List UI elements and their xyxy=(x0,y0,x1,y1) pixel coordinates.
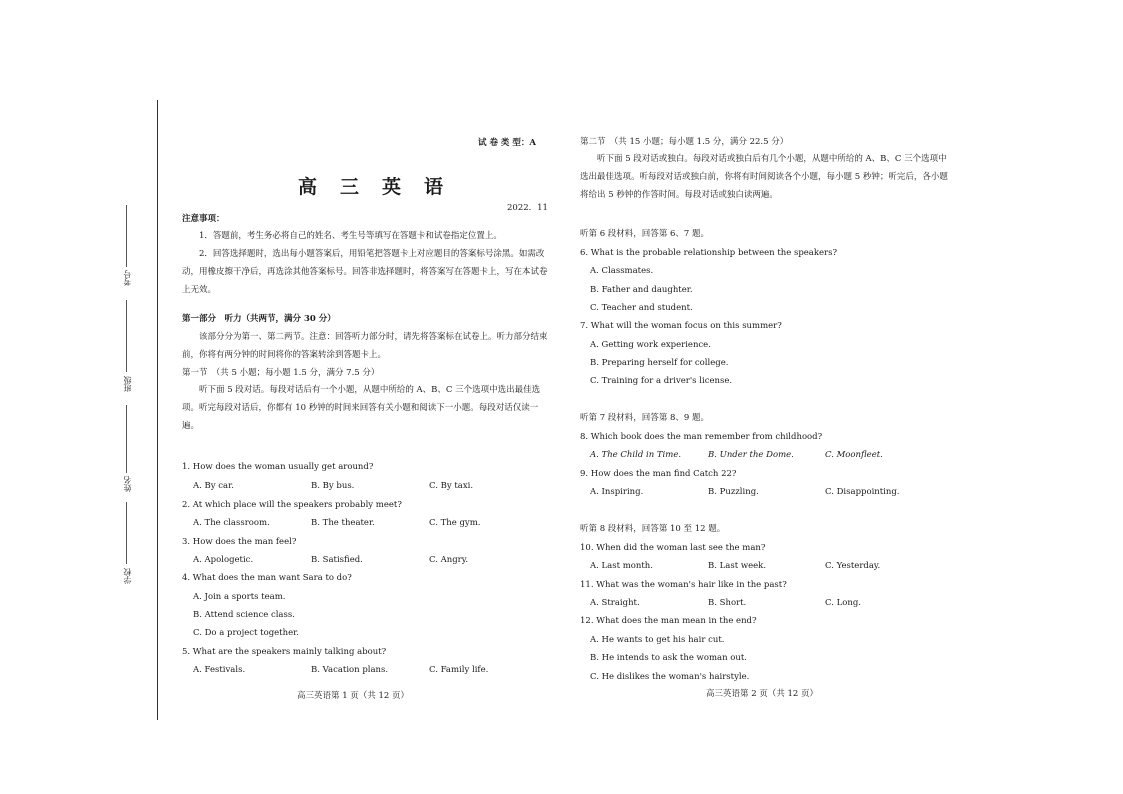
question-5: 5. What are the speakers mainly talking about? xyxy=(182,647,387,657)
binding-field-school: 学校 xyxy=(123,568,132,584)
option-9b[interactable]: B. Puzzling. xyxy=(708,487,759,497)
notes-item-2: 2．回答选择题时，选出每小题答案后，用铅笔把答题卡上对应题目的答案标号涂黑。如需改动，用橡皮擦干净后，再选涂其他答案标号。回答非选择题时，将答案写在答题卡上，写在本试卷上无效。 xyxy=(182,249,548,295)
binding-line xyxy=(157,100,158,720)
option-7a[interactable]: A. Getting work experience. xyxy=(590,340,711,350)
option-3c[interactable]: C. Angry. xyxy=(429,555,469,565)
school-blank[interactable] xyxy=(126,502,127,564)
option-10c[interactable]: C. Yesterday. xyxy=(825,561,881,571)
question-8: 8. Which book does the man remember from childhood? xyxy=(580,432,823,442)
question-4: 4. What does the man want Sara to do? xyxy=(182,573,352,583)
group-label-10-12: 听第 8 段材料，回答第 10 至 12 题。 xyxy=(580,524,726,534)
option-10a[interactable]: A. Last month. xyxy=(590,561,653,571)
option-2a[interactable]: A. The classroom. xyxy=(193,518,270,528)
option-8c[interactable]: C. Moonfleet. xyxy=(825,450,883,460)
option-6c[interactable]: C. Teacher and student. xyxy=(590,303,693,313)
option-11a[interactable]: A. Straight. xyxy=(590,598,640,608)
option-5a[interactable]: A. Festivals. xyxy=(193,665,246,675)
option-6b[interactable]: B. Father and daughter. xyxy=(590,285,693,295)
question-11: 11. What was the woman's hair like in the past? xyxy=(580,580,787,590)
option-5b[interactable]: B. Vacation plans. xyxy=(311,665,389,675)
option-5c[interactable]: C. Family life. xyxy=(429,665,489,675)
question-12: 12. What does the man mean in the end? xyxy=(580,616,757,626)
option-3a[interactable]: A. Apologetic. xyxy=(193,555,254,565)
option-1b[interactable]: B. By bus. xyxy=(311,481,355,491)
option-4a[interactable]: A. Join a sports team. xyxy=(193,592,286,602)
option-1c[interactable]: C. By taxi. xyxy=(429,481,474,491)
option-9a[interactable]: A. Inspiring. xyxy=(590,487,644,497)
name-blank[interactable] xyxy=(126,405,127,473)
option-8b[interactable]: B. Under the Dome. xyxy=(708,450,794,460)
option-7c[interactable]: C. Training for a driver's license. xyxy=(590,376,733,386)
option-12a[interactable]: A. He wants to get his hair cut. xyxy=(590,635,725,645)
option-4c[interactable]: C. Do a project together. xyxy=(193,628,299,638)
part1-heading: 第一部分 听力（共两节，满分 30 分） xyxy=(182,314,336,324)
paper-type: 试 卷 类 型：A xyxy=(478,138,536,148)
option-11b[interactable]: B. Short. xyxy=(708,598,747,608)
question-2: 2. At which place will the speakers probably meet? xyxy=(182,500,402,510)
option-3b[interactable]: B. Satisfied. xyxy=(311,555,363,565)
exam-date: 2022．11 xyxy=(507,203,548,213)
page-title: 高 三 英 语 xyxy=(298,176,446,198)
question-1: 1. How does the woman usually get around? xyxy=(182,462,374,472)
notes-heading: 注意事项： xyxy=(182,214,225,224)
group-label-6-7: 听第 6 段材料，回答第 6、7 题。 xyxy=(580,229,710,239)
option-12b[interactable]: B. He intends to ask the woman out. xyxy=(590,653,747,663)
option-11c[interactable]: C. Long. xyxy=(825,598,861,608)
class-blank[interactable] xyxy=(126,300,127,372)
section1-heading: 第一节 （共 5 小题；每小题 1.5 分，满分 7.5 分） xyxy=(182,368,380,378)
option-8a[interactable]: A. The Child in Time. xyxy=(590,450,682,460)
footer-page-2: 高三英语第 2 页（共 12 页） xyxy=(706,689,819,699)
option-9c[interactable]: C. Disappointing. xyxy=(825,487,900,497)
binding-field-class: 班级 xyxy=(123,376,132,392)
option-1a[interactable]: A. By car. xyxy=(193,481,234,491)
option-2c[interactable]: C. The gym. xyxy=(429,518,481,528)
question-3: 3. How does the man feel? xyxy=(182,537,297,547)
section1-intro: 听下面 5 段对话。每段对话后有一个小题，从题中所给的 A、B、C 三个选项中选出最佳选项。听完每段对话后，你都有 10 秒钟的时间来回答有关小题和阅读下一小题。每段对话仅读一遍。 xyxy=(182,385,541,431)
section2-intro: 听下面 5 段对话或独白。每段对话或独白后有几个小题，从题中所给的 A、B、C 三个选项中选出最佳选项。听每段对话或独白前，你将有时间阅读各个小题，每小题 5 秒钟；听完后，各小题将给出 5 秒钟的作答时间。每段对话或独白读两遍。 xyxy=(580,154,948,200)
binding-field-exam-number: 考号 xyxy=(123,270,132,286)
question-10: 10. When did the woman last see the man? xyxy=(580,543,766,553)
question-6: 6. What is the probable relationship between the speakers? xyxy=(580,248,838,258)
group-label-8-9: 听第 7 段材料，回答第 8、9 题。 xyxy=(580,413,710,423)
option-10b[interactable]: B. Last week. xyxy=(708,561,767,571)
notes-item-1: 1．答题前，考生务必将自己的姓名、考生号等填写在答题卡和试卷指定位置上。 xyxy=(199,231,502,241)
part1-intro: 该部分分为第一、第二两节。注意：回答听力部分时，请先将答案标在试卷上。听力部分结束前，你将有两分钟的时间将你的答案转涂到答题卡上。 xyxy=(182,332,548,360)
binding-field-name: 姓名 xyxy=(123,476,132,492)
option-12c[interactable]: C. He dislikes the woman's hairstyle. xyxy=(590,672,750,682)
option-4b[interactable]: B. Attend science class. xyxy=(193,610,295,620)
exam-number-blank[interactable] xyxy=(126,205,127,267)
question-9: 9. How does the man find Catch 22? xyxy=(580,469,737,479)
footer-page-1: 高三英语第 1 页（共 12 页） xyxy=(297,691,410,701)
option-7b[interactable]: B. Preparing herself for college. xyxy=(590,358,729,368)
option-6a[interactable]: A. Classmates. xyxy=(590,266,654,276)
option-2b[interactable]: B. The theater. xyxy=(311,518,375,528)
section2-heading: 第二节 （共 15 小题；每小题 1.5 分，满分 22.5 分） xyxy=(580,137,789,147)
question-7: 7. What will the woman focus on this summer? xyxy=(580,321,782,331)
